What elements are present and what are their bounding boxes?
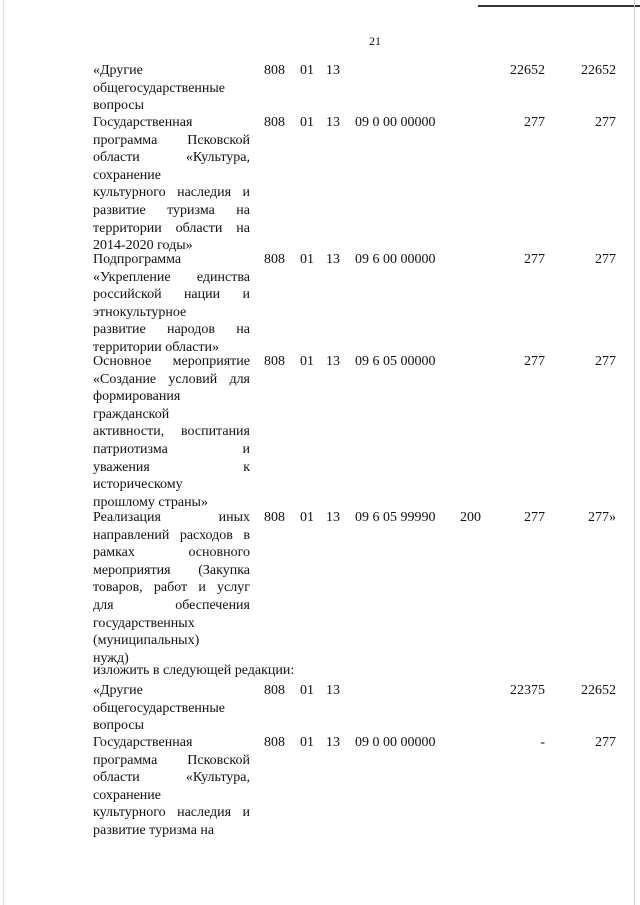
cell-c3: 13 bbox=[326, 63, 340, 78]
row-name-line: развитие народов на bbox=[93, 322, 250, 338]
row-name-line: культурного наследия и bbox=[93, 185, 250, 201]
row-name-line: для обеспечения bbox=[93, 597, 250, 613]
row-name-line: гражданской bbox=[93, 406, 170, 422]
row-name-line: «Другие bbox=[93, 683, 143, 698]
row-name-line: Подпрограмма bbox=[93, 252, 182, 267]
cell-c3: 13 bbox=[326, 510, 340, 525]
cell-s2: 277 bbox=[595, 115, 616, 130]
row-name-line: развитие туризма на bbox=[93, 822, 215, 838]
row-name-line: Основное мероприятие bbox=[93, 354, 250, 369]
row-name-line: уважения к bbox=[93, 459, 250, 475]
cell-c1: 808 bbox=[264, 63, 285, 78]
cell-s1: 22652 bbox=[510, 63, 545, 78]
cell-s1: 277 bbox=[524, 252, 545, 267]
row-name-line: направлений расходов в bbox=[93, 527, 250, 543]
cell-c2: 01 bbox=[300, 735, 314, 750]
cell-c2: 01 bbox=[300, 510, 314, 525]
row-name-line: сохранение bbox=[93, 787, 161, 803]
cell-c1: 808 bbox=[264, 252, 285, 267]
row-name-line: патриотизма и bbox=[93, 441, 250, 457]
cell-c3: 13 bbox=[326, 683, 340, 698]
row-name-line: общегосударственные bbox=[93, 700, 226, 716]
cell-s1: 277 bbox=[524, 115, 545, 130]
cell-c4: 09 0 00 00000 bbox=[355, 735, 436, 750]
row-name-line: «Укрепление единства bbox=[93, 269, 250, 285]
row-name-line: (муниципальных) bbox=[93, 633, 200, 649]
cell-s1: 22375 bbox=[510, 683, 545, 698]
cell-s2: 277 bbox=[595, 354, 616, 369]
row-name bbox=[93, 509, 250, 667]
cell-c1: 808 bbox=[264, 115, 285, 130]
cell-c4: 09 6 05 99990 bbox=[355, 510, 436, 525]
cell-c3: 13 bbox=[326, 252, 340, 267]
cell-c4: 09 6 00 00000 bbox=[355, 252, 436, 267]
row-name-line: развитие туризма на bbox=[93, 202, 250, 218]
page-number: 21 bbox=[369, 34, 381, 48]
row-name-line: вопросы bbox=[93, 98, 144, 114]
row-name-line: территории области на bbox=[93, 220, 250, 236]
cell-c3: 13 bbox=[326, 354, 340, 369]
row-name-line: формирования bbox=[93, 389, 181, 405]
cell-s1: 277 bbox=[524, 354, 545, 369]
cell-c2: 01 bbox=[300, 115, 314, 130]
cell-c1: 808 bbox=[264, 683, 285, 698]
amendment-heading: изложить в следующей редакции: bbox=[93, 663, 295, 678]
row-name-line: рамках основного bbox=[93, 545, 250, 561]
row-name bbox=[93, 62, 250, 115]
row-name-line: историческому bbox=[93, 477, 183, 493]
cell-c3: 13 bbox=[326, 735, 340, 750]
row-name-line: мероприятия (Закупка bbox=[93, 562, 250, 578]
scan-right-edge bbox=[634, 0, 635, 905]
cell-s2: 22652 bbox=[581, 683, 616, 698]
row-name-line: этнокультурное bbox=[93, 304, 187, 320]
cell-s2: 22652 bbox=[581, 63, 616, 78]
cell-c2: 01 bbox=[300, 683, 314, 698]
row-name bbox=[93, 682, 250, 735]
row-name-line: территории области» bbox=[93, 339, 220, 355]
row-name-line: «Другие bbox=[93, 63, 143, 78]
cell-s1: 277 bbox=[524, 510, 545, 525]
row-name bbox=[93, 114, 250, 255]
row-name-line: вопросы bbox=[93, 718, 144, 734]
row-name-line: общегосударственные bbox=[93, 80, 226, 96]
row-name bbox=[93, 251, 250, 357]
row-name-line: культурного наследия и bbox=[93, 805, 250, 821]
row-name bbox=[93, 734, 250, 840]
cell-s2: 277 bbox=[595, 735, 616, 750]
row-name-line: нужд) bbox=[93, 650, 129, 666]
row-name-line: Государственная bbox=[93, 115, 193, 130]
cell-c1: 808 bbox=[264, 354, 285, 369]
row-name-line: государственных bbox=[93, 615, 195, 631]
row-name-line: прошлому страны» bbox=[93, 494, 208, 510]
row-name-line: Государственная bbox=[93, 735, 193, 750]
row-name-line: программа Псковской bbox=[93, 752, 250, 768]
cell-c2: 01 bbox=[300, 252, 314, 267]
row-name-line: 2014-2020 годы» bbox=[93, 238, 193, 254]
cell-c1: 808 bbox=[264, 735, 285, 750]
cell-c4: 09 6 05 00000 bbox=[355, 354, 436, 369]
cell-c2: 01 bbox=[300, 354, 314, 369]
top-rule bbox=[478, 5, 640, 7]
row-name-line: области «Культура, bbox=[93, 150, 250, 166]
row-name-line: сохранение bbox=[93, 167, 161, 183]
scan-left-edge bbox=[3, 0, 4, 905]
cell-c4: 09 0 00 00000 bbox=[355, 115, 436, 130]
row-name-line: российской нации и bbox=[93, 287, 250, 303]
row-name-line: программа Псковской bbox=[93, 132, 250, 148]
row-name-line: активности, воспитания bbox=[93, 424, 250, 440]
cell-s2: 277» bbox=[588, 510, 616, 525]
cell-c5: 200 bbox=[460, 510, 481, 525]
cell-s1: - bbox=[540, 735, 545, 750]
cell-c3: 13 bbox=[326, 115, 340, 130]
row-name-line: товаров, работ и услуг bbox=[93, 580, 250, 596]
row-name bbox=[93, 353, 250, 511]
row-name-line: «Создание условий для bbox=[93, 371, 250, 387]
cell-c2: 01 bbox=[300, 63, 314, 78]
cell-c1: 808 bbox=[264, 510, 285, 525]
cell-s2: 277 bbox=[595, 252, 616, 267]
row-name-line: Реализация иных bbox=[93, 510, 250, 525]
row-name-line: области «Культура, bbox=[93, 770, 250, 786]
